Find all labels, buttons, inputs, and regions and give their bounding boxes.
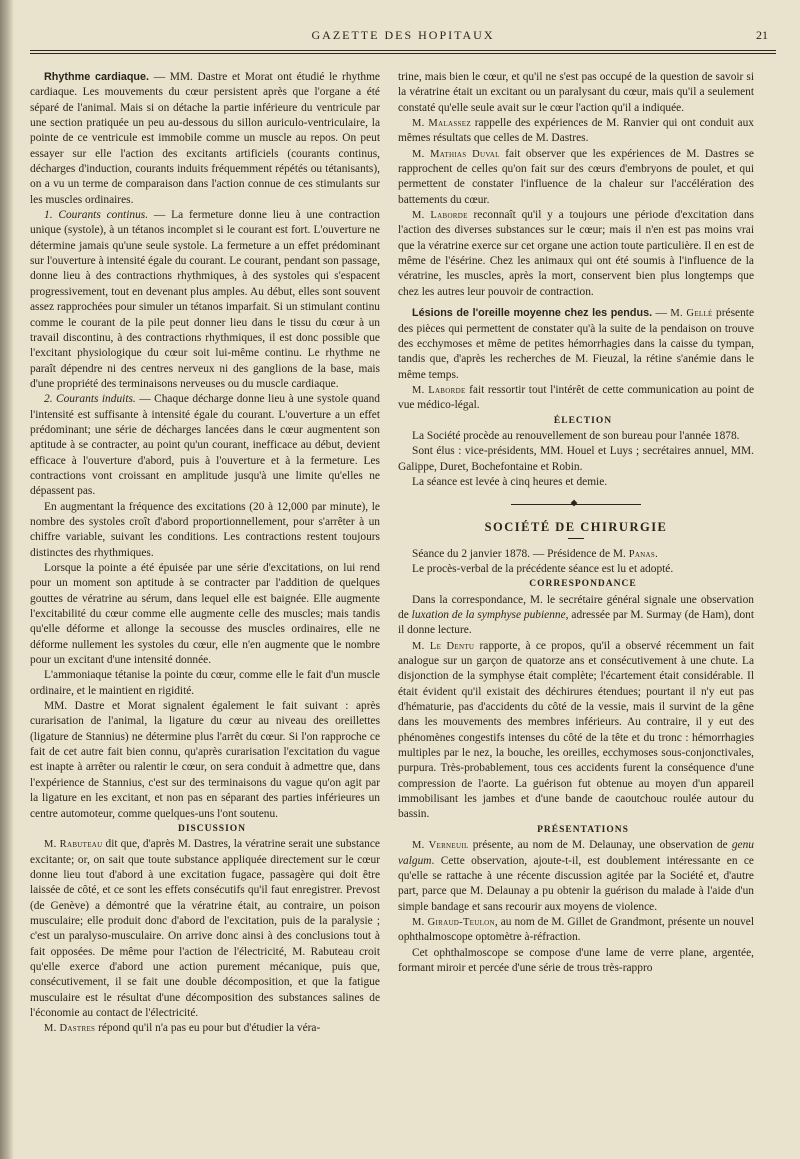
- seance-date: Séance du 2 janvier 1878. — Présidence de M.: [412, 547, 629, 560]
- corr-post: , adressée par M. Surmay (de Ham), dont il donne lecture.: [398, 609, 754, 637]
- dastres-name: M. Dastres: [44, 1023, 96, 1035]
- proces-verbal: Le procès-verbal de la précédente séance est lu et adopté.: [412, 562, 674, 575]
- duval-paragraph: [398, 147, 754, 208]
- header-rule: [30, 50, 776, 51]
- lesions-dash: —: [652, 307, 671, 320]
- section-ornament: [511, 502, 641, 506]
- lesions-title: Lésions de l'oreille moyenne chez les pendus.: [412, 307, 653, 320]
- duval-name: M. Mathias Duval: [412, 148, 500, 160]
- verneuil-italic: genu valgum: [398, 839, 755, 867]
- frequence-paragraph: En augmentant la fréquence des excitations (20 à 12,000 par minute), le nombre des systoles croît d'abord proportionnellement, pour s'arrêter à un chiffre variable, suivant les conditions. Les contractions restent toujours distinctes des rhythmiques.: [30, 500, 380, 559]
- rhythme-title: Rhythme cardiaque.: [44, 71, 150, 83]
- le-dentu-text: rapporte, à ce propos, qu'il a observé récemment un fait analogue sur un garçon de quatorze ans et consécutivement à une chute. La disjonction de la symphyse était complète; l'écartement était considérable. Il était évident qu'il existait des déchirures étendues; pourtant il n'y eut pas d'hématurie, pas d'accidents du côté de la vessie, mais il survint de la gêne dans les mouvements des membres inférieurs. Au contraire, il y eut des phénomènes congestifs intenses du côté de la tête et du tronc : hémorrhagies multiples par le nez, la bouche, les oreilles, ecchymoses sous-conjonctivales, purpura. Très-probablement, tous ces accidents furent la conséquence d'une compression de l'aorte. La guérison fut obtenue au moyen d'un appareil immobilisant les jambes et d'une bande de caoutchouc roulée autour du bassin.: [398, 639, 754, 821]
- presentations-heading: PRÉSENTATIONS: [537, 824, 629, 835]
- malassez-name: M. Malassez: [412, 118, 471, 130]
- election-heading: ÉLECTION: [553, 415, 613, 426]
- laborde-text: reconnaît qu'il y a toujours une période d'excitation dans l'action des diverses substances sur le cœur; mais il n'en est pas moins vrai que la vératrine exerce sur cet organe une action toute particulière. Il en est de même de l'ésérine. Chez les animaux qui ont été soumis à l'influence de la vératrine, les muscles, après la mort, conservent bien plus longtemps que chez les autres leur pouvoir de contraction.: [398, 209, 754, 298]
- rabuteau-paragraph: [30, 837, 380, 1021]
- verneuil-name: M. Verneuil: [412, 840, 469, 852]
- malassez-text: rappelle des expériences de M. Ranvier qui ont conduit aux mêmes résultats que celles de M. Dastres.: [398, 117, 754, 145]
- ammoniaque-paragraph: L'ammoniaque tétanise la pointe du cœur, comme elle le fait d'un muscle ordinaire, et le maintient en rigidité.: [30, 669, 380, 697]
- dastres-text: répond qu'il n'a pas eu pour but d'étudier la véra-: [95, 1022, 321, 1035]
- giraud-text: , au nom de M. Gillet de Grandmont, présente un nouvel ophthalmoscope optomètre à-réfraction.: [398, 915, 754, 944]
- courants-continus-text: — La fermeture donne lieu à une contraction unique (systole), à un tétanos incomplet si le courant est fort. L'ouverture ne détermine jamais qu'une seule systole. La fermeture a un effet prédominant sur l'ouverture à intensité égale du courant. Le courant, pendant son passage, donne lieu à des contractions rhythmiques, à des systoles qui s'espacent progressivement, tout en devenant plus amples. Au début, elles sont souvent assez rapprochées pour simuler un tétanos imparfait. Si un stimulant continu comme le courant de la pile peut donner lieu dans le tissu du cœur à un travail discontinu, à des contractions rhythmiques, il est donc possible que l'excitant physiologique du cœur soit lui-même continu. Le rhythme ne paraît dépendre ni des centres nerveux ni des ganglions de la base, mais d'une propriété des terminaisons nerveuses ou du muscle cardiaque.: [30, 209, 380, 390]
- election-paragraph-2: Sont élus : vice-présidents, MM. Houel et Luys ; secrétaires annuel, MM. Galippe, Duret, Bochefontaine et Robin.: [398, 445, 754, 473]
- journal-title: GAZETTE DES HOPITAUX: [311, 28, 495, 42]
- page-binding-shadow: [0, 0, 14, 1159]
- courants-continus-paragraph: [30, 208, 380, 392]
- laborde2-paragraph: [398, 383, 754, 414]
- rhythme-intro: — MM. Dastre et Morat ont étudié le rhythme cardiaque. Les mouvements du cœur persistent après que l'organe a été séparé de l'animal. Mais si on détache la partie inférieure du ventricule par une section pratiquée un peu au-dessous du sillon auriculo-ventriculaire, la pointe de ce ventricule est immobile comme un muscle au repos. On peut essayer sur elle l'action des excitants artificiels (courants continus, décharges d'induction, courants induits fréquemment répétés ou tétanisants), on a vu un terme de comparaison dans l'action connue de ces stimulants sur les muscles ordinaires.: [30, 71, 380, 206]
- stannius-paragraph: MM. Dastre et Morat signalent également le fait suivant : après curarisation de l'animal, la ligature du cœur au niveau des oreillettes (ligature de Stannius) ne détermine plus l'arrêt du cœur. Si l'on rapproche ce fait de cet autre fait bien connu, qu'après curarisation l'excitation du vague est inapte à arrêter ou ralentir le cœur, on sera conduit à admettre que, dans l'expérience de Stannius, c'est sur des terminaisons du vague qu'on agit par la ligature en les excitant, et non pas en séparant des parties inférieures un centre automoteur, comme quelques-uns l'ont soutenu.: [30, 700, 380, 820]
- giraud-paragraph: [398, 915, 754, 946]
- rabuteau-name: M. Rabuteau: [44, 839, 103, 851]
- rabuteau-text: dit que, d'après M. Dastres, la vératrine serait une substance excitante; or, on sait que toute substance appliquée directement sur le cœur donne lieu tout d'abord à une excitation fugace, passagère qui doit être laissée de côté, et ce sont les effets consécutifs qu'il faut enregistrer. Prevost (de Genève) a démontré que la vératrine était, au contraire, un poison musculaire; elle produit donc d'abord de l'excitation, puis de la paralysie ; c'est un paralyso-musculaire. On arrive donc ainsi à des conclusions tout à fait opposées. De même pour l'action de l'électricité, M. Rabuteau croit qu'elle exerce d'abord une action purement mécanique, puis que, consécutivement, il se fait une double décomposition, et que la fatigue musculaire est le résultat d'une décomposition des substances salines de l'économie au contact de l'électricité.: [30, 838, 380, 1019]
- corr-pre: Dans la correspondance, M. le secrétaire général signale une observation de: [398, 593, 754, 621]
- election-paragraph-3: La séance est levée à cinq heures et demie.: [412, 475, 608, 488]
- gelle-name: M. Gellé: [670, 308, 713, 320]
- discussion-heading: DISCUSSION: [177, 823, 247, 834]
- laborde2-text: fait ressortir tout l'intérêt de cette communication au point de vue médico-légal.: [398, 383, 754, 412]
- election-paragraph-1: La Société procède au renouvellement de son bureau pour l'année 1878.: [412, 429, 740, 442]
- running-header: [30, 28, 776, 48]
- gelle-text: présente des pièces qui permettent de constater qu'à la suite de la pendaison on trouve des ecchymoses et même de petites hémorrhagies dans la caisse du tympan, tandis que, d'après les recherches de M. Fieuzal, la rétine s'anémie dans le même temps.: [398, 307, 755, 381]
- newspaper-page: [30, 0, 776, 1159]
- verneuil-paragraph: [398, 838, 754, 915]
- laborde-name: M. Laborde: [412, 210, 468, 222]
- correspondance-paragraph: [398, 593, 754, 639]
- societe-heading: SOCIÉTÉ DE CHIRURGIE: [484, 520, 668, 535]
- laborde-paragraph: [398, 208, 754, 300]
- left-column: [30, 70, 380, 1037]
- courants-continus-label: 1. Courants continus.: [44, 209, 149, 222]
- le-dentu-name: M. Le Dentu: [412, 640, 475, 652]
- courants-induits-label: 2. Courants induits.: [44, 393, 136, 406]
- rhythme-paragraph: [30, 70, 380, 208]
- veratrine-paragraph: Lorsque la pointe a été épuisée par une série d'excitations, on lui rend pour un moment son aptitude à se contracter par l'addition de quelques gouttes de vératrine au sérum, dans lequel elle est baignée. Elle augmente l'excitabilité du cœur comme elle augmente celle des muscles; mais tandis qu'elle déforme et allonge la secousse des muscles ordinaires, elle ne déforme nullement les systoles du cœur, elle n'en augmente que le nombre pour un excitant d'une intensité donnée.: [30, 562, 380, 667]
- verneuil-post: . Cette observation, ajoute-t-il, est doublement intéressante en ce qu'elle se rattache à une récente discussion agitée par la Société et, d'autre part, parce que M. Delaunay a pu obtenir la guérison du malade à l'aide d'un simple bandage et sans recourir aux moyens de violence.: [398, 854, 754, 913]
- header-rule-double: [30, 53, 776, 54]
- giraud-name: M. Giraud-Teulon: [412, 916, 495, 928]
- le-dentu-paragraph: [398, 639, 754, 823]
- correspondance-heading: CORRESPONDANCE: [529, 579, 637, 590]
- courants-induits-paragraph: [30, 392, 380, 499]
- laborde2-name: M. Laborde: [412, 384, 466, 396]
- heading-dash: [568, 538, 584, 539]
- verneuil-pre: présente, au nom de M. Delaunay, une observation de: [468, 839, 732, 852]
- right-column: [398, 70, 754, 976]
- duval-text: fait observer que les expériences de M. Dastres se rapprochent de celles qu'on fait sur des cœurs d'embryons de poulet, et qui permettent de constater l'influence de la chaleur sur l'accélération des battements du cœur.: [398, 147, 754, 206]
- dastres-paragraph: [30, 1021, 380, 1036]
- page-number: 21: [756, 28, 768, 42]
- president-name: Panas.: [628, 548, 659, 560]
- seance-line: [398, 547, 754, 562]
- continuation-paragraph: trine, mais bien le cœur, et qu'il ne s'est pas occupé de la question de savoir si la vératrine était un excitant ou un paralysant du cœur, mais qu'il a seulement constaté qu'elle seule avait sur le cœur l'action qu'il a indiquée.: [398, 71, 754, 114]
- lesions-paragraph: [398, 306, 754, 383]
- corr-italic: luxation de la symphyse pubienne: [411, 609, 566, 621]
- courants-induits-text: — Chaque décharge donne lieu à une systole quand l'intensité est suffisante à intensité égale du courant. L'ouverture a un effet prédominant; une série de décharges lancées dans le cœur augmentent son aptitude à se contracter, au point qu'un courant, inefficace au début, devient efficace à l'ouverture d'abord, puis à l'ouverture et à la fermeture. Les contractions vont croissant en amplitude jusqu'à une limite qu'elles ne dépassent pas.: [30, 393, 380, 498]
- ophthalmoscope-paragraph: Cet ophthalmoscope se compose d'une lame de verre plane, argentée, formant miroir et percée d'une série de trous très-rappro: [398, 946, 754, 974]
- malassez-paragraph: [398, 116, 754, 147]
